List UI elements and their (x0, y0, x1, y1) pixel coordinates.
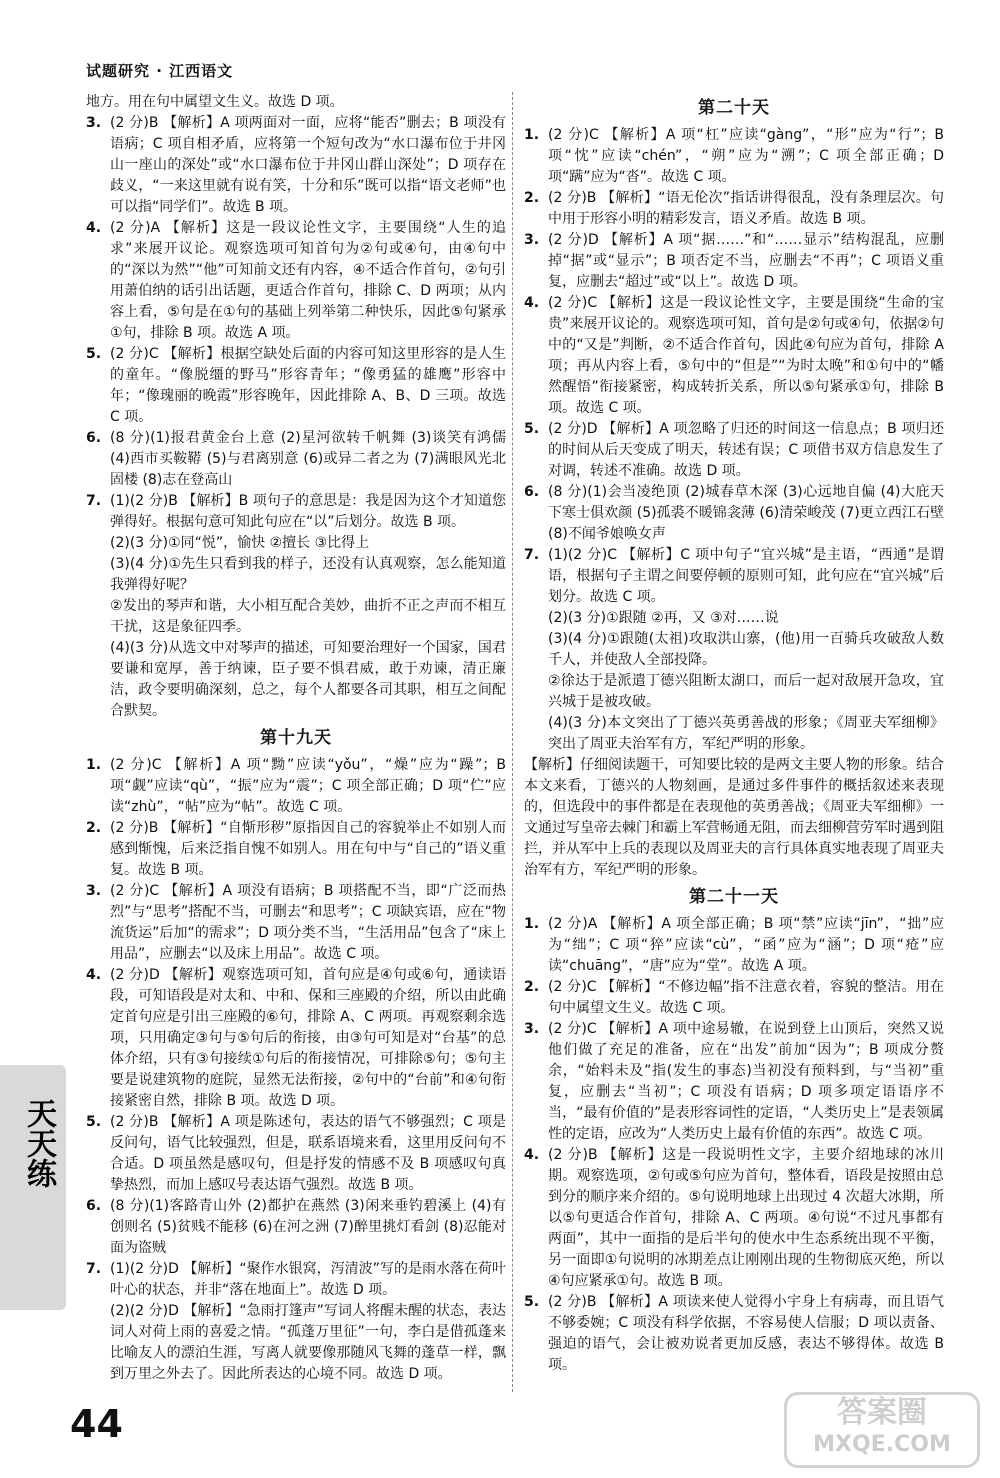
item-number: 4. (524, 295, 540, 311)
left-column (86, 92, 506, 1385)
item-number: 3. (86, 883, 102, 899)
paragraph: 【解析】仔细阅读题干，可知要比较的是两文主要人物的形象。结合本文来看，丁德兴的人物刻画，是通过多件事件的概括叙述来表现的，但选段中的事件都是在表现他的英勇善战；《周亚夫军细柳》一文通过写皇帝去棘门和霸上军营畅通无阻，而去细柳营劳军时遇到阻拦，并从军中上兵的表现以及周亚夫的言行具体真实地表现了周亚夫治军有方，军纪严明的形象。 (524, 757, 944, 878)
answer-item (524, 1292, 944, 1376)
item-text: (2 分)D 【解析】A 项忽略了归还的时间这一信息点；B 项归还的时间从后天变成了明天，转述有误；C 项借书双方信息发生了对调，转述不准确。故选 D 项。 (548, 421, 944, 479)
answer-item (86, 965, 506, 1112)
item-number: 2. (524, 190, 540, 206)
section-title: 第二十天 (698, 98, 770, 118)
answer-item (524, 293, 944, 419)
item-text: (2 分)C 【解析】A 项没有语病；B 项搭配不当，即“广泛而热烈”与“思考”搭配不当，可删去“和思考”；C 项缺宾语，应在“物流货运”后加“的需求”；D 项分类不当，“生活用品”包含了“床上用品”，应删去“以及床上用品”。故选 C 项。 (110, 883, 506, 962)
item-text: (2 分)B 【解析】这是一段说明性文字，主要介绍地球的冰川期。观察选项，②句或⑤句应为首句，整体看，语段是按照由总到分的顺序来介绍的。⑤句说明地球上出现过 4 次超大冰期，所以⑤句更适合作首句，排除 A、C 两项。④句说“不过凡事都有两面”，其中一面指的是后半句的使水中生态系统出现不平衡，另一面即①句说明的冰期差点让刚刚出现的生物彻底灭绝，所以④句应紧承①句。故选 B 项。 (548, 1147, 944, 1289)
answer-item (86, 1259, 506, 1301)
sub-answer: (3)(4 分)①跟随(太祖)攻取洪山寨，(他)用一百骑兵攻破敌人数千人，并使敌人全部投降。 (548, 631, 944, 668)
running-header: 试题研究 · 江西语文 (86, 62, 234, 80)
answer-item (524, 914, 944, 977)
item-text: (8 分)(1)会当凌绝顶 (2)城春草木深 (3)心远地自偏 (4)大庇天下寒士俱欢颜 (5)孤裘不暖锦衾薄 (6)清荣峻茂 (7)更立西江石壁 (8)不闻爷娘唤女声 (548, 484, 944, 542)
item-number: 3. (524, 1021, 540, 1037)
sub-answer: (2)(3 分)①跟随 ②再，又 ③对……说 (548, 610, 779, 626)
item-number: 7. (86, 1261, 102, 1277)
item-text: (2 分)D 【解析】观察选项可知，首句应是④句或⑥句，通读语段，可知语段是对太和、中和、保和三座殿的介绍，所以由此确定首句应是引出三座殿的⑥句，排除 A、C 两项。再观察剩余选项，只用确定③句与⑤句后的衔接，由③句可知是对“台基”的总体介绍，只有③句接续①句后的衔接情况，可排除⑤句；⑤句主要是说建筑物的庭院，显然无法衔接，②句中的“台前”和④句衔接紧密自然，排除 B 项。故选 D 项。 (110, 967, 506, 1109)
watermark-logo (784, 1392, 980, 1468)
side-tab-label: 天天练 (21, 1098, 56, 1188)
item-text: (2 分)D 【解析】A 项“据……”和“……显示”结构混乱，应删掉“据”或“显示”；B 项否定不当，应删去“不再”；C 项语义重复，应删去“超过”或“以上”。故选 D 项。 (548, 232, 944, 290)
answer-item (86, 1196, 506, 1259)
item-text: (2 分)A 【解析】A 项全部正确；B 项“禁”应读“jīn”，“拙”应为“绌”；C 项“猝”应读“cù”，“函”应为“涵”；D 项“疮”应读“chuāng”，“唐”应为“堂”。故选 A 项。 (548, 916, 944, 974)
item-text: (8 分)(1)客路青山外 (2)都护在燕然 (3)闲来垂钓碧溪上 (4)有创则名 (5)贫贱不能移 (6)在河之洲 (7)醉里挑灯看剑 (8)忍能对面为盗贼 (110, 1198, 506, 1256)
item-number: 5. (524, 1294, 540, 1310)
item-number: 5. (86, 346, 102, 362)
sub-answer: (2)(3 分)①同“悦”，愉快 ②擅长 ③比得上 (110, 535, 370, 551)
item-text: (1)(2 分)B 【解析】B 项句子的意思是：我是因为这个才知道您弹得好。根据句意可知此句应在“以”后划分。故选 B 项。 (110, 493, 506, 530)
item-text: (2 分)B 【解析】“语无伦次”指话讲得很乱，没有条理层次。句中用于形容小明的精彩发言，语义矛盾。故选 B 项。 (548, 190, 944, 227)
item-text: (2 分)A 【解析】这是一段议论性文字，主要围绕“人生的追求”来展开议论。观察选项可知首句为②句或④句，由④句中的“深以为然”“他”可知前文还有内容，④不适合作首句，②句引用萧伯纳的话引出话题，更适合作首句，排除 C、D 两项；从内容上看，⑤句是在①句的基础上列举第二种快乐，因此⑤句紧承①句，排除 B 项。故选 A 项。 (110, 220, 506, 341)
answer-item (86, 344, 506, 428)
column-divider (512, 92, 513, 1392)
item-text: (2 分)B 【解析】A 项两面对一面，应将“能否”删去；B 项没有语病；C 项自相矛盾，应将第一个短句改为“水口瀑布位于井冈山一座山的深处”或“水口瀑布位于井冈山群山深处”；D 项存在歧义，“一来这里就有说有笑，十分和乐”既可以指“语文老师”也可以指“同学们”。故选 B 项。 (110, 115, 506, 215)
section-title: 第二十一天 (689, 887, 779, 907)
answer-item (524, 188, 944, 230)
item-number: 4. (524, 1147, 540, 1163)
item-number: 1. (524, 127, 540, 143)
item-text: (2 分)C 【解析】这是一段议论性文字，主要是围绕“生命的宝贵”来展开议论的。观察选项可知，首句是②句或④句，依据②句中的“又是”判断，②不适合作首句，因此④句应为首句，排除 A 项；再从内容上看，⑤句中的“但是”“为时太晚”和①句中的“幡然醒悟”衔接紧密，构成转折关系，所以⑤句紧承①句，排除 B 项。故选 C 项。 (548, 295, 944, 416)
item-text: (1)(2 分)D 【解析】“聚作水银窝，泻清波”写的是雨水落在荷叶叶心的状态，并非“落在地面上”。故选 D 项。 (110, 1261, 506, 1298)
answer-item (524, 545, 944, 608)
sub-answer: (2)(2 分)D 【解析】“急雨打篷声”写词人将醒未醒的状态，表达词人对荷上雨的喜爱之情。“孤蓬万里征”一句，李白是借孤蓬来比喻友人的漂泊生涯，写离人就要像那随风飞舞的蓬草一样，飘到万里之外去了。因此所表达的心境不同。故选 D 项。 (110, 1303, 506, 1382)
item-number: 3. (524, 232, 540, 248)
item-text: (2 分)B 【解析】A 项是陈述句，表达的语气不够强烈；C 项是反问句，语气比较强烈，但是，联系语境来看，这里用反问句不合适。D 项虽然是感叹句，但是抒发的情感不及 B 项感叹句真挚热烈，而加上感叹号表达语气强烈。故选 B 项。 (110, 1114, 506, 1193)
answer-item (524, 482, 944, 545)
item-text: (2 分)B 【解析】“自惭形秽”原指因自己的容貌举止不如别人而感到惭愧，后来泛指自愧不如别人。用在句中与“自己的”语义重复。故选 B 项。 (110, 820, 506, 878)
answer-item (524, 977, 944, 1019)
item-number: 7. (524, 547, 540, 563)
sub-answer: ②发出的琴声和谐，大小相互配合美妙，曲折不正之声而不相互干扰，这是象征四季。 (110, 598, 506, 635)
item-number: 2. (86, 820, 102, 836)
item-number: 3. (86, 115, 102, 131)
answer-item (524, 125, 944, 188)
answer-item (524, 230, 944, 293)
paragraph: 地方。用在句中属望文生义。故选 D 项。 (86, 94, 344, 110)
item-text: (2 分)C 【解析】“不修边幅”指不注意衣着，容貌的整洁。用在句中属望文生义。故选 C 项。 (548, 979, 944, 1016)
answer-item (86, 755, 506, 818)
sub-answer: ②徐达于是派遣丁德兴阻断太湖口，而后一起对敌展开急攻，宜兴城于是被攻破。 (548, 673, 944, 710)
answer-item (86, 491, 506, 533)
item-text: (2 分)C 【解析】A 项“黝”应读“yǒu”，“燥”应为“躁”；B 项“觑”应读“qù”，“振”应为“震”；C 项全部正确；D 项“伫”应读“zhù”，“帖”应为“帖”。故选 C 项。 (110, 757, 506, 815)
item-number: 1. (524, 916, 540, 932)
right-column (524, 92, 944, 1376)
answer-item (86, 218, 506, 344)
watermark-line2: MXQE.COM (813, 1432, 951, 1457)
item-text: (2 分)C 【解析】A 项“杠”应读“gàng”，“形”应为“行”；B 项“忱”应读“chén”，“朔”应为“溯”；C 项全部正确；D 项“蹒”应为“沓”。故选 C 项。 (548, 127, 944, 185)
answer-item (524, 419, 944, 482)
item-text: (2 分)C 【解析】根据空缺处后面的内容可知这里形容的是人生的童年。“像脱缰的野马”形容青年；“像勇猛的雄鹰”形容中年；“像瑰丽的晚霞”形容晚年，因此排除 A、B、D 三项。故选 C 项。 (110, 346, 506, 425)
item-number: 5. (524, 421, 540, 437)
item-number: 6. (86, 1198, 102, 1214)
section-title: 第十九天 (260, 728, 332, 748)
sub-answer: (4)(3 分)从选文中对琴声的描述，可知要治理好一个国家，国君要谦和宽厚，善于纳谏，臣子要不惧君威，敢于劝谏，清正廉洁，政令要明确深刻，总之，每个人都要各司其职，相互之间配合默契。 (110, 640, 506, 719)
sub-answer: (4)(3 分)本文突出了丁德兴英勇善战的形象；《周亚夫军细柳》突出了周亚夫治军有方，军纪严明的形象。 (548, 715, 944, 752)
item-number: 1. (86, 757, 102, 773)
item-number: 6. (524, 484, 540, 500)
item-text: (1)(2 分)C 【解析】C 项中句子“宜兴城”是主语，“西通”是谓语，根据句子主谓之间要停顿的原则可知，此句应在“宜兴城”后划分。故选 C 项。 (548, 547, 944, 605)
item-number: 7. (86, 493, 102, 509)
answer-item (86, 881, 506, 965)
watermark-line1: 答案圈 (837, 1395, 927, 1430)
answer-item (86, 1112, 506, 1196)
answer-item (86, 428, 506, 491)
answer-item (524, 1145, 944, 1292)
item-number: 2. (524, 979, 540, 995)
answer-item (86, 818, 506, 881)
page-number: 44 (70, 1402, 123, 1446)
item-number: 4. (86, 967, 102, 983)
item-text: (2 分)B 【解析】A 项读来使人觉得小宇身上有病毒，而且语气不够委婉；C 项没有科学依据，不容易使人信服；D 项以责备、强迫的语气，会让被劝说者更加反感，表达不够得体。故选 B 项。 (548, 1294, 944, 1373)
answer-item (524, 1019, 944, 1145)
item-number: 4. (86, 220, 102, 236)
item-text: (8 分)(1)报君黄金台上意 (2)星河欲转千帆舞 (3)谈笑有鸿儒 (4)西市买鞍鞯 (5)与君离别意 (6)或异二者之为 (7)满眼风光北固楼 (8)志在登高山 (110, 430, 506, 488)
item-number: 6. (86, 430, 102, 446)
item-text: (2 分)C 【解析】A 项中途易辙，在说到登上山顶后，突然又说他们做了充足的准备，应在“出发”前加“因为”；B 项成分赘余，“始料未及”指(发生的事态)当初没有预料到，与“当初”重复，应删去“当初”；C 项没有语病；D 项多项定语语序不当，“最有价值的”是表形容词性的定语，“人类历史上”是表领属性的定语，应改为“人类历史上最有价值的东西”。故选 C 项。 (548, 1021, 944, 1142)
sub-answer: (3)(4 分)①先生只看到我的样子，还没有认真观察，怎么能知道我弹得好呢？ (110, 556, 506, 593)
answer-item (86, 113, 506, 218)
item-number: 5. (86, 1114, 102, 1130)
